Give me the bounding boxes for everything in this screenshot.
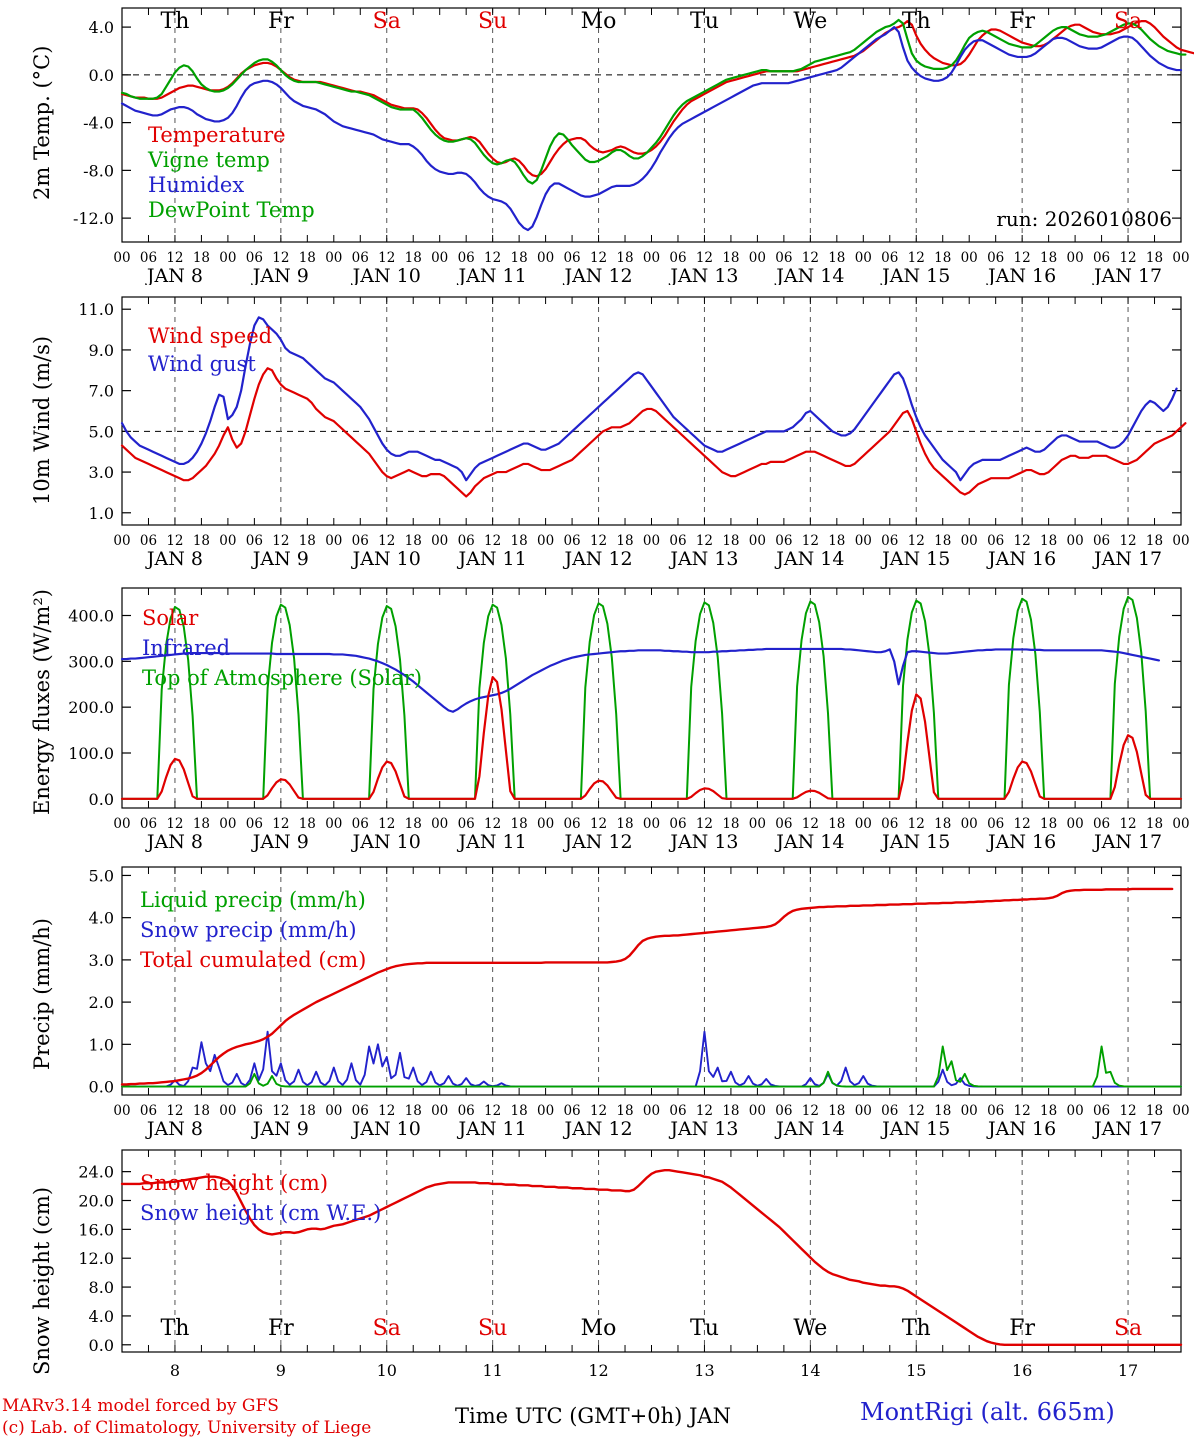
svg-text:Total cumulated (cm): Total cumulated (cm) bbox=[140, 948, 367, 972]
svg-text:100.0: 100.0 bbox=[68, 744, 114, 763]
svg-text:06: 06 bbox=[1092, 250, 1111, 266]
svg-text:JAN 13: JAN 13 bbox=[670, 265, 739, 285]
svg-text:18: 18 bbox=[298, 1103, 316, 1119]
svg-text:18: 18 bbox=[722, 1103, 740, 1119]
svg-text:00: 00 bbox=[113, 533, 131, 549]
svg-text:18: 18 bbox=[298, 250, 316, 266]
svg-text:18: 18 bbox=[828, 250, 846, 266]
svg-text:06: 06 bbox=[139, 816, 158, 832]
snow-ylabel: Snow height (cm) bbox=[30, 1186, 54, 1375]
svg-text:00: 00 bbox=[642, 816, 661, 832]
svg-text:00: 00 bbox=[219, 816, 237, 832]
svg-text:Th: Th bbox=[901, 9, 931, 34]
svg-text:JAN 10: JAN 10 bbox=[352, 831, 421, 853]
footer-model-credit-line2: (c) Lab. of Climatology, University of Liege bbox=[2, 1418, 372, 1438]
svg-text:12: 12 bbox=[166, 250, 184, 266]
svg-text:20.0: 20.0 bbox=[78, 1191, 114, 1211]
svg-text:06: 06 bbox=[457, 533, 475, 549]
svg-text:JAN 14: JAN 14 bbox=[776, 548, 845, 570]
svg-text:JAN 15: JAN 15 bbox=[882, 1118, 951, 1140]
svg-text:Snow precip (mm/h): Snow precip (mm/h) bbox=[140, 918, 357, 942]
svg-text:16: 16 bbox=[1011, 1361, 1033, 1380]
svg-text:00: 00 bbox=[219, 533, 237, 549]
svg-text:Humidex: Humidex bbox=[148, 173, 245, 197]
svg-text:Snow height (cm W.E.): Snow height (cm W.E.) bbox=[140, 1201, 382, 1225]
svg-text:12: 12 bbox=[801, 1103, 819, 1119]
svg-text:12: 12 bbox=[272, 250, 290, 266]
svg-text:00: 00 bbox=[960, 816, 978, 832]
svg-text:06: 06 bbox=[563, 533, 581, 549]
svg-text:00: 00 bbox=[1066, 533, 1084, 549]
svg-text:06: 06 bbox=[881, 533, 899, 549]
svg-text:Th: Th bbox=[160, 1316, 190, 1341]
svg-text:Fr: Fr bbox=[1009, 1316, 1036, 1341]
svg-text:12: 12 bbox=[484, 250, 502, 266]
svg-text:12: 12 bbox=[907, 1103, 925, 1119]
svg-text:18: 18 bbox=[828, 816, 846, 832]
svg-text:Sa: Sa bbox=[372, 9, 401, 34]
svg-text:16.0: 16.0 bbox=[78, 1220, 114, 1240]
svg-text:0.0: 0.0 bbox=[88, 1335, 114, 1355]
svg-text:00: 00 bbox=[1172, 1103, 1190, 1119]
svg-text:00: 00 bbox=[1172, 250, 1190, 266]
svg-text:00: 00 bbox=[854, 250, 872, 266]
svg-text:06: 06 bbox=[987, 1103, 1005, 1119]
svg-text:06: 06 bbox=[669, 1103, 687, 1119]
svg-text:8.0: 8.0 bbox=[88, 1278, 114, 1298]
footer-station-name: MontRigi (alt. 665m) bbox=[860, 1398, 1115, 1426]
svg-text:JAN 12: JAN 12 bbox=[564, 1118, 633, 1140]
svg-text:12: 12 bbox=[695, 533, 714, 549]
svg-text:200.0: 200.0 bbox=[68, 698, 114, 718]
svg-text:JAN 17: JAN 17 bbox=[1093, 1118, 1163, 1140]
svg-text:5.0: 5.0 bbox=[88, 422, 114, 442]
svg-text:00: 00 bbox=[431, 1103, 449, 1119]
svg-text:18: 18 bbox=[828, 1103, 846, 1119]
svg-text:06: 06 bbox=[457, 1103, 475, 1119]
svg-text:JAN 12: JAN 12 bbox=[564, 548, 633, 570]
svg-text:06: 06 bbox=[775, 250, 793, 266]
svg-text:00: 00 bbox=[854, 1103, 872, 1119]
svg-text:Wind speed: Wind speed bbox=[148, 324, 273, 348]
svg-text:18: 18 bbox=[722, 250, 740, 266]
svg-text:06: 06 bbox=[351, 250, 369, 266]
svg-text:0.0: 0.0 bbox=[88, 65, 114, 85]
svg-text:12: 12 bbox=[589, 1103, 608, 1119]
svg-text:18: 18 bbox=[404, 250, 422, 266]
svg-text:400.0: 400.0 bbox=[68, 606, 114, 626]
svg-text:00: 00 bbox=[431, 816, 449, 832]
svg-text:JAN 16: JAN 16 bbox=[988, 548, 1057, 570]
svg-text:00: 00 bbox=[113, 816, 131, 832]
svg-text:18: 18 bbox=[404, 533, 422, 549]
svg-text:Top of Atmosphere (Solar): Top of Atmosphere (Solar) bbox=[142, 666, 423, 690]
svg-text:12: 12 bbox=[801, 533, 819, 549]
svg-text:00: 00 bbox=[854, 816, 872, 832]
svg-text:18: 18 bbox=[192, 533, 211, 549]
svg-text:0.0: 0.0 bbox=[88, 789, 114, 809]
svg-text:06: 06 bbox=[775, 533, 793, 549]
svg-text:9: 9 bbox=[275, 1361, 286, 1380]
svg-text:Su: Su bbox=[478, 1316, 508, 1341]
svg-text:00: 00 bbox=[325, 1103, 343, 1119]
panel-wind bbox=[0, 285, 1194, 570]
svg-text:12: 12 bbox=[589, 816, 608, 832]
svg-text:18: 18 bbox=[192, 1103, 211, 1119]
svg-text:We: We bbox=[793, 1316, 828, 1341]
svg-text:12: 12 bbox=[695, 816, 714, 832]
svg-text:JAN 17: JAN 17 bbox=[1093, 831, 1163, 853]
svg-text:18: 18 bbox=[722, 816, 740, 832]
svg-text:18: 18 bbox=[934, 816, 952, 832]
svg-text:17: 17 bbox=[1117, 1361, 1139, 1380]
svg-text:JAN 15: JAN 15 bbox=[882, 831, 951, 853]
svg-text:12: 12 bbox=[378, 533, 396, 549]
svg-text:JAN 8: JAN 8 bbox=[146, 265, 203, 285]
svg-text:00: 00 bbox=[431, 533, 449, 549]
svg-text:12: 12 bbox=[588, 1361, 609, 1380]
svg-text:2.0: 2.0 bbox=[88, 993, 114, 1013]
svg-text:06: 06 bbox=[139, 250, 158, 266]
panel-precip bbox=[0, 855, 1194, 1140]
svg-text:00: 00 bbox=[219, 1103, 237, 1119]
svg-text:JAN 15: JAN 15 bbox=[882, 548, 951, 570]
svg-text:Sa: Sa bbox=[372, 1316, 401, 1341]
svg-text:06: 06 bbox=[245, 250, 263, 266]
svg-text:JAN 13: JAN 13 bbox=[670, 548, 739, 570]
svg-text:18: 18 bbox=[616, 816, 634, 832]
svg-text:JAN 11: JAN 11 bbox=[458, 1118, 527, 1140]
svg-text:00: 00 bbox=[219, 250, 237, 266]
energy-plot bbox=[0, 570, 1194, 855]
wind-ylabel: 10m Wind (m/s) bbox=[30, 335, 54, 505]
svg-text:4.0: 4.0 bbox=[88, 1306, 114, 1326]
svg-text:00: 00 bbox=[960, 1103, 978, 1119]
svg-text:JAN 11: JAN 11 bbox=[458, 548, 527, 570]
svg-text:12: 12 bbox=[166, 1103, 184, 1119]
svg-text:06: 06 bbox=[669, 816, 687, 832]
svg-text:06: 06 bbox=[1092, 1103, 1111, 1119]
svg-text:run: 2026010806: run: 2026010806 bbox=[996, 207, 1172, 231]
svg-text:JAN 10: JAN 10 bbox=[352, 1118, 421, 1140]
svg-text:06: 06 bbox=[775, 816, 793, 832]
svg-text:Snow height (cm): Snow height (cm) bbox=[140, 1171, 329, 1195]
svg-text:18: 18 bbox=[1040, 250, 1058, 266]
svg-text:Fr: Fr bbox=[1009, 9, 1036, 34]
svg-text:18: 18 bbox=[510, 250, 528, 266]
svg-text:00: 00 bbox=[431, 250, 449, 266]
svg-text:18: 18 bbox=[616, 1103, 634, 1119]
svg-text:18: 18 bbox=[510, 533, 528, 549]
svg-text:18: 18 bbox=[298, 533, 316, 549]
svg-text:00: 00 bbox=[537, 250, 555, 266]
svg-text:JAN 17: JAN 17 bbox=[1093, 265, 1163, 285]
svg-text:00: 00 bbox=[325, 816, 343, 832]
svg-text:00: 00 bbox=[325, 533, 343, 549]
svg-text:06: 06 bbox=[669, 533, 687, 549]
svg-text:00: 00 bbox=[748, 1103, 766, 1119]
svg-text:Solar: Solar bbox=[142, 606, 199, 630]
svg-text:JAN 11: JAN 11 bbox=[458, 265, 527, 285]
svg-text:18: 18 bbox=[1145, 533, 1164, 549]
svg-text:11.0: 11.0 bbox=[78, 300, 114, 320]
svg-text:Wind gust: Wind gust bbox=[148, 352, 256, 376]
svg-text:12: 12 bbox=[166, 533, 184, 549]
svg-text:00: 00 bbox=[1172, 533, 1190, 549]
svg-text:JAN 9: JAN 9 bbox=[252, 548, 309, 570]
svg-text:JAN 13: JAN 13 bbox=[670, 1118, 739, 1140]
svg-text:06: 06 bbox=[351, 816, 369, 832]
svg-text:18: 18 bbox=[616, 533, 634, 549]
svg-text:JAN 16: JAN 16 bbox=[988, 265, 1057, 285]
svg-text:0.0: 0.0 bbox=[88, 1077, 114, 1097]
svg-text:1.0: 1.0 bbox=[88, 1035, 114, 1055]
svg-text:12: 12 bbox=[589, 250, 608, 266]
svg-text:JAN 8: JAN 8 bbox=[146, 831, 203, 853]
svg-text:Mo: Mo bbox=[580, 9, 617, 34]
svg-text:06: 06 bbox=[669, 250, 687, 266]
svg-text:12: 12 bbox=[1013, 250, 1031, 266]
svg-text:00: 00 bbox=[1172, 816, 1190, 832]
svg-text:12: 12 bbox=[1119, 1103, 1137, 1119]
svg-text:Fr: Fr bbox=[267, 9, 294, 34]
svg-text:18: 18 bbox=[934, 1103, 952, 1119]
svg-text:06: 06 bbox=[1092, 533, 1111, 549]
svg-text:12: 12 bbox=[589, 533, 608, 549]
svg-text:4.0: 4.0 bbox=[88, 18, 114, 38]
svg-text:06: 06 bbox=[881, 250, 899, 266]
svg-text:300.0: 300.0 bbox=[68, 652, 114, 672]
svg-text:06: 06 bbox=[987, 250, 1005, 266]
svg-text:18: 18 bbox=[1040, 816, 1058, 832]
svg-text:18: 18 bbox=[934, 533, 952, 549]
svg-text:06: 06 bbox=[245, 1103, 263, 1119]
svg-text:12: 12 bbox=[484, 816, 502, 832]
svg-text:00: 00 bbox=[748, 816, 766, 832]
svg-text:06: 06 bbox=[245, 533, 263, 549]
svg-text:18: 18 bbox=[1040, 533, 1058, 549]
footer-time-axis-label: Time UTC (GMT+0h) JAN bbox=[455, 1404, 731, 1428]
svg-text:12: 12 bbox=[1119, 533, 1137, 549]
svg-text:00: 00 bbox=[960, 533, 978, 549]
svg-text:06: 06 bbox=[563, 1103, 581, 1119]
svg-text:06: 06 bbox=[987, 816, 1005, 832]
svg-text:JAN 14: JAN 14 bbox=[776, 831, 845, 853]
svg-text:00: 00 bbox=[748, 250, 766, 266]
svg-text:13: 13 bbox=[694, 1361, 715, 1380]
svg-text:12: 12 bbox=[695, 1103, 714, 1119]
svg-text:18: 18 bbox=[404, 816, 422, 832]
svg-text:Sa: Sa bbox=[1113, 1316, 1143, 1341]
footer-model-credit-line1: MARv3.14 model forced by GFS bbox=[2, 1396, 279, 1416]
svg-text:JAN 14: JAN 14 bbox=[776, 1118, 845, 1140]
svg-text:12: 12 bbox=[907, 816, 925, 832]
svg-text:18: 18 bbox=[1145, 1103, 1164, 1119]
svg-text:12: 12 bbox=[1013, 816, 1031, 832]
svg-text:12: 12 bbox=[801, 816, 819, 832]
precip-plot bbox=[0, 855, 1194, 1140]
svg-text:12: 12 bbox=[272, 533, 290, 549]
svg-text:Th: Th bbox=[160, 9, 190, 34]
svg-text:00: 00 bbox=[1066, 816, 1084, 832]
svg-text:JAN 13: JAN 13 bbox=[670, 831, 739, 853]
svg-text:9.0: 9.0 bbox=[88, 340, 114, 360]
svg-text:JAN 16: JAN 16 bbox=[988, 831, 1057, 853]
svg-text:00: 00 bbox=[960, 250, 978, 266]
svg-text:00: 00 bbox=[113, 1103, 131, 1119]
panel-temperature bbox=[0, 0, 1194, 285]
svg-text:12: 12 bbox=[1013, 533, 1031, 549]
svg-text:JAN 9: JAN 9 bbox=[252, 265, 309, 285]
svg-text:Mo: Mo bbox=[580, 1316, 617, 1341]
svg-text:8: 8 bbox=[169, 1361, 181, 1380]
svg-text:12: 12 bbox=[484, 533, 502, 549]
svg-text:12: 12 bbox=[378, 1103, 396, 1119]
svg-text:-8.0: -8.0 bbox=[83, 161, 114, 181]
svg-text:00: 00 bbox=[748, 533, 766, 549]
precip-ylabel: Precip (mm/h) bbox=[30, 917, 54, 1070]
temperature-ylabel: 2m Temp. (°C) bbox=[30, 45, 54, 200]
svg-text:18: 18 bbox=[1145, 250, 1164, 266]
svg-text:06: 06 bbox=[139, 533, 158, 549]
svg-text:JAN 17: JAN 17 bbox=[1093, 548, 1163, 570]
svg-text:18: 18 bbox=[510, 816, 528, 832]
svg-text:12: 12 bbox=[272, 1103, 290, 1119]
svg-text:12: 12 bbox=[1119, 250, 1137, 266]
svg-text:12: 12 bbox=[378, 816, 396, 832]
svg-text:00: 00 bbox=[325, 250, 343, 266]
svg-text:JAN 8: JAN 8 bbox=[146, 548, 203, 570]
svg-text:-4.0: -4.0 bbox=[83, 113, 114, 133]
svg-text:12: 12 bbox=[166, 816, 184, 832]
energy-ylabel: Energy fluxes (W/m²) bbox=[30, 589, 54, 815]
svg-text:JAN 16: JAN 16 bbox=[988, 1118, 1057, 1140]
svg-text:4.0: 4.0 bbox=[88, 908, 114, 928]
svg-text:JAN 15: JAN 15 bbox=[882, 265, 951, 285]
svg-text:12: 12 bbox=[272, 816, 290, 832]
svg-text:12: 12 bbox=[1013, 1103, 1031, 1119]
svg-text:00: 00 bbox=[642, 250, 661, 266]
svg-text:18: 18 bbox=[1040, 1103, 1058, 1119]
snow-plot bbox=[0, 1140, 1194, 1390]
svg-text:Vigne temp: Vigne temp bbox=[148, 148, 270, 172]
wind-plot bbox=[0, 285, 1194, 570]
svg-text:Tu: Tu bbox=[690, 9, 719, 34]
svg-text:12: 12 bbox=[801, 250, 819, 266]
svg-text:Infrared: Infrared bbox=[142, 636, 231, 660]
svg-text:06: 06 bbox=[881, 816, 899, 832]
svg-text:00: 00 bbox=[113, 250, 131, 266]
svg-text:Temperature: Temperature bbox=[148, 123, 286, 147]
svg-text:06: 06 bbox=[351, 533, 369, 549]
svg-text:JAN 10: JAN 10 bbox=[352, 265, 421, 285]
svg-text:06: 06 bbox=[457, 250, 475, 266]
svg-text:14: 14 bbox=[800, 1361, 821, 1380]
svg-text:12.0: 12.0 bbox=[78, 1249, 114, 1269]
svg-text:00: 00 bbox=[854, 533, 872, 549]
svg-text:06: 06 bbox=[457, 816, 475, 832]
svg-text:06: 06 bbox=[139, 1103, 158, 1119]
svg-text:18: 18 bbox=[934, 250, 952, 266]
svg-text:12: 12 bbox=[1119, 816, 1137, 832]
svg-text:12: 12 bbox=[484, 1103, 502, 1119]
svg-text:18: 18 bbox=[510, 1103, 528, 1119]
svg-text:18: 18 bbox=[404, 1103, 422, 1119]
panel-snow bbox=[0, 1140, 1194, 1390]
svg-text:JAN 10: JAN 10 bbox=[352, 548, 421, 570]
svg-text:06: 06 bbox=[245, 816, 263, 832]
svg-text:06: 06 bbox=[775, 1103, 793, 1119]
svg-text:Su: Su bbox=[478, 9, 508, 34]
svg-text:06: 06 bbox=[1092, 816, 1111, 832]
svg-text:18: 18 bbox=[192, 816, 211, 832]
svg-text:18: 18 bbox=[722, 533, 740, 549]
svg-text:24.0: 24.0 bbox=[78, 1162, 114, 1182]
svg-text:00: 00 bbox=[1066, 250, 1084, 266]
svg-text:18: 18 bbox=[616, 250, 634, 266]
svg-text:JAN 12: JAN 12 bbox=[564, 265, 633, 285]
svg-text:3.0: 3.0 bbox=[88, 463, 114, 483]
svg-text:00: 00 bbox=[537, 533, 555, 549]
svg-text:06: 06 bbox=[351, 1103, 369, 1119]
svg-text:3.0: 3.0 bbox=[88, 950, 114, 970]
svg-text:12: 12 bbox=[695, 250, 714, 266]
svg-text:06: 06 bbox=[563, 250, 581, 266]
svg-text:5.0: 5.0 bbox=[88, 866, 114, 886]
svg-text:00: 00 bbox=[642, 1103, 661, 1119]
svg-text:06: 06 bbox=[987, 533, 1005, 549]
svg-text:18: 18 bbox=[192, 250, 211, 266]
svg-text:00: 00 bbox=[642, 533, 661, 549]
svg-text:JAN 9: JAN 9 bbox=[252, 1118, 309, 1140]
svg-text:18: 18 bbox=[1145, 816, 1164, 832]
svg-text:06: 06 bbox=[881, 1103, 899, 1119]
svg-text:11: 11 bbox=[482, 1361, 503, 1380]
svg-text:We: We bbox=[793, 9, 828, 34]
svg-text:JAN 11: JAN 11 bbox=[458, 831, 527, 853]
svg-text:00: 00 bbox=[1066, 1103, 1084, 1119]
svg-text:Fr: Fr bbox=[267, 1316, 294, 1341]
svg-text:Liquid precip (mm/h): Liquid precip (mm/h) bbox=[140, 888, 366, 912]
temperature-plot bbox=[0, 0, 1194, 285]
svg-text:Tu: Tu bbox=[690, 1316, 719, 1341]
svg-text:15: 15 bbox=[906, 1361, 927, 1380]
svg-text:12: 12 bbox=[907, 533, 925, 549]
svg-text:12: 12 bbox=[378, 250, 396, 266]
panel-energy bbox=[0, 570, 1194, 855]
svg-text:12: 12 bbox=[907, 250, 925, 266]
svg-text:18: 18 bbox=[298, 816, 316, 832]
svg-text:06: 06 bbox=[563, 816, 581, 832]
svg-text:10: 10 bbox=[376, 1361, 397, 1380]
svg-text:DewPoint Temp: DewPoint Temp bbox=[148, 198, 315, 222]
svg-text:JAN 8: JAN 8 bbox=[146, 1118, 203, 1140]
svg-text:Th: Th bbox=[901, 1316, 931, 1341]
svg-text:-12.0: -12.0 bbox=[72, 209, 114, 229]
svg-text:Sa: Sa bbox=[1113, 9, 1143, 34]
svg-text:7.0: 7.0 bbox=[88, 381, 114, 401]
svg-text:00: 00 bbox=[537, 816, 555, 832]
svg-text:00: 00 bbox=[537, 1103, 555, 1119]
svg-text:18: 18 bbox=[828, 533, 846, 549]
svg-text:JAN 12: JAN 12 bbox=[564, 831, 633, 853]
svg-text:JAN 9: JAN 9 bbox=[252, 831, 309, 853]
svg-text:1.0: 1.0 bbox=[88, 503, 114, 523]
svg-text:JAN 14: JAN 14 bbox=[776, 265, 845, 285]
